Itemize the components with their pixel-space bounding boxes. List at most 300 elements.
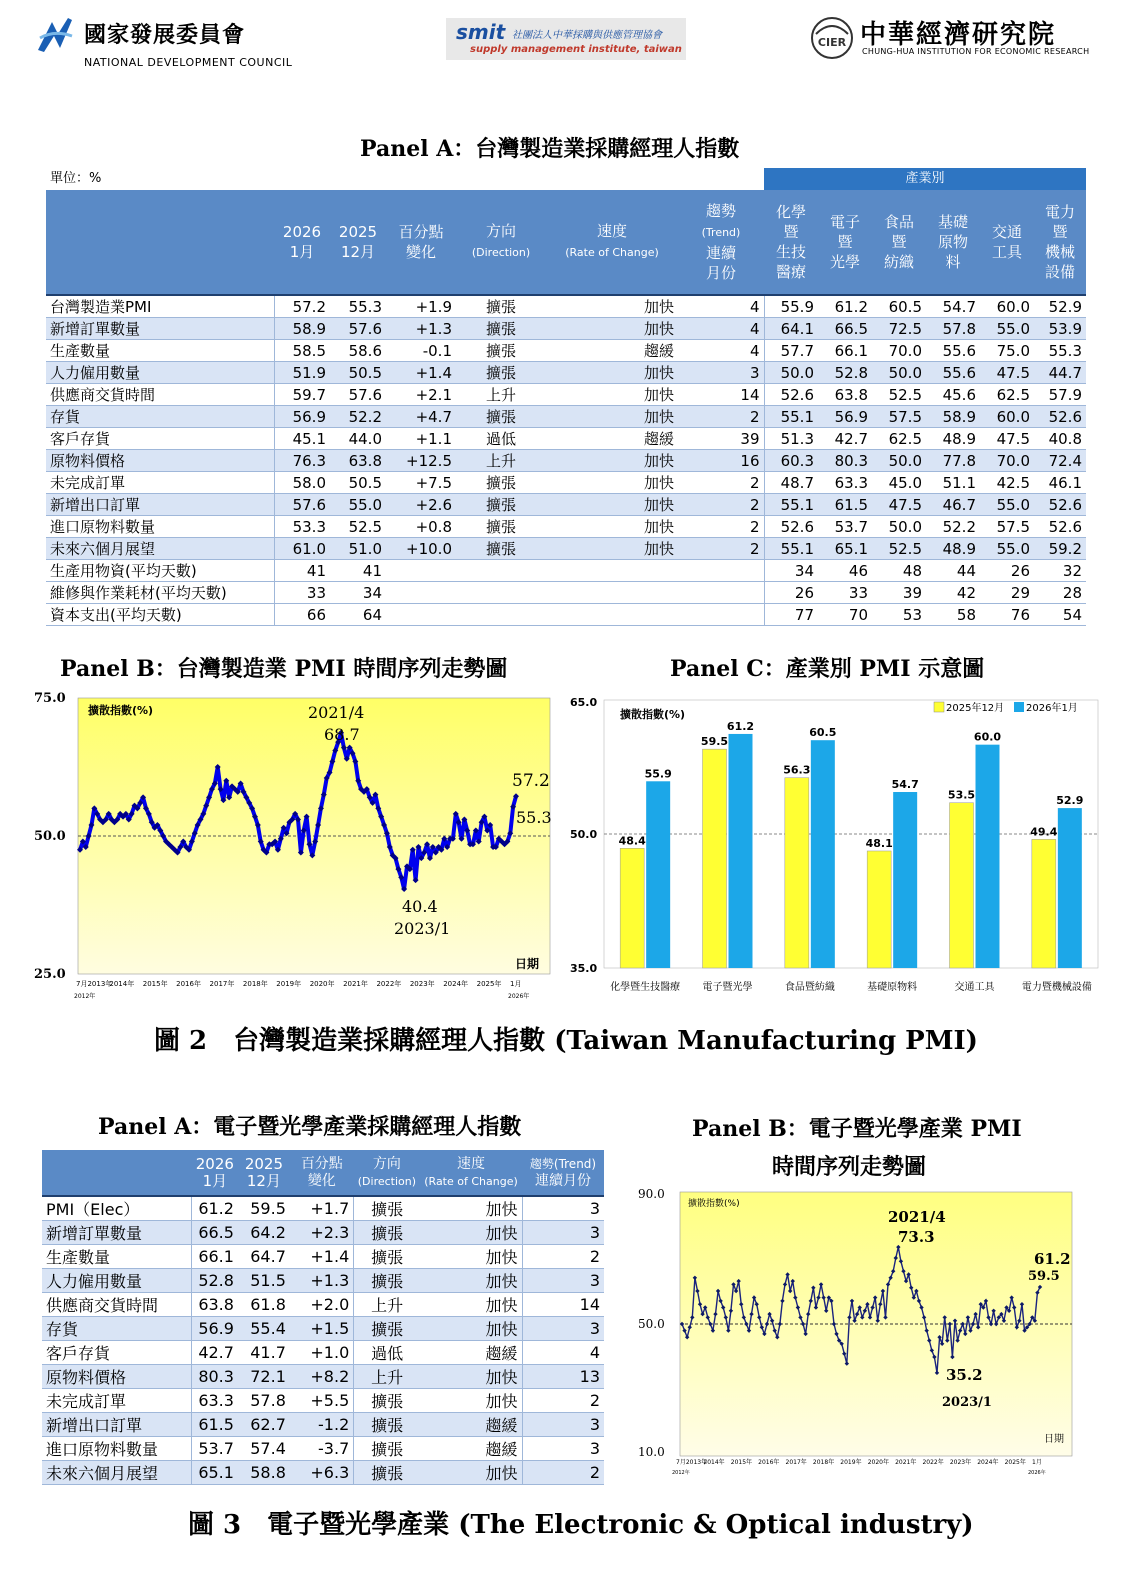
prev-value-label: 55.3 xyxy=(516,808,552,827)
bar-y-tick-65: 65.0 xyxy=(570,696,598,709)
category-label: 電力暨機械設備 xyxy=(1021,982,1092,993)
table-cell: 46 xyxy=(818,560,872,582)
table-cell: 41 xyxy=(330,560,386,582)
b2-peak-value: 73.3 xyxy=(898,1228,935,1246)
table-cell: 63.8 xyxy=(192,1293,238,1317)
table-cell: 新增出口訂單 xyxy=(42,1413,192,1437)
bar xyxy=(1032,839,1056,968)
table-cell: 進口原物料數量 xyxy=(46,516,274,538)
table-cell: 58.9 xyxy=(926,406,980,428)
table-cell: 52.5 xyxy=(330,516,386,538)
table-cell: 供應商交貨時間 xyxy=(42,1293,192,1317)
table-cell: +10.0 xyxy=(386,538,456,560)
table-cell: 51.5 xyxy=(238,1269,290,1293)
col-2026-jan: 2026 1月 xyxy=(274,190,330,295)
table-cell: 70.0 xyxy=(980,450,1034,472)
table-cell: 58.9 xyxy=(274,318,330,340)
table-cell: 擴張 xyxy=(456,295,546,318)
table-cell: 44 xyxy=(926,560,980,582)
table-cell: 擴張 xyxy=(354,1413,420,1437)
bar xyxy=(811,740,835,968)
table-cell: 57.2 xyxy=(274,295,330,318)
table-cell: 2 xyxy=(522,1461,604,1485)
b2-peak-date: 2021/4 xyxy=(888,1208,946,1226)
table-cell: 42.5 xyxy=(980,472,1034,494)
table-cell: 28 xyxy=(1034,582,1086,604)
table-cell: 擴張 xyxy=(456,472,546,494)
table-cell: 26 xyxy=(980,560,1034,582)
table-cell: 2 xyxy=(522,1245,604,1269)
t2-col-2025-dec: 2025 12月 xyxy=(238,1150,290,1196)
table-cell: 63.3 xyxy=(192,1389,238,1413)
table-cell: 台灣製造業PMI xyxy=(46,295,274,318)
table-cell: 3 xyxy=(522,1437,604,1461)
table-cell: 54.7 xyxy=(926,295,980,318)
table-cell: 42.7 xyxy=(818,428,872,450)
b2-x-axis-label: 日期 xyxy=(1044,1434,1064,1445)
table-cell: 61.5 xyxy=(818,494,872,516)
manufacturing-pmi-table xyxy=(46,168,1086,626)
b2-trough-date: 2023/1 xyxy=(942,1395,992,1410)
table-cell: 4 xyxy=(678,340,764,362)
b2-y-tick-90: 90.0 xyxy=(638,1187,665,1201)
legend-swatch-jan xyxy=(1014,702,1024,712)
table-cell: 46.7 xyxy=(926,494,980,516)
table-cell: 趨緩 xyxy=(420,1341,522,1365)
table-cell: +1.3 xyxy=(386,318,456,340)
table-row xyxy=(42,1461,604,1485)
table-cell: 52.2 xyxy=(330,406,386,428)
table-row xyxy=(42,1317,604,1341)
table-cell: 33 xyxy=(274,582,330,604)
b2-x-tick-label: 2021年 xyxy=(895,1459,917,1466)
table-cell: 52.8 xyxy=(192,1269,238,1293)
b2-y-tick-10: 10.0 xyxy=(638,1445,665,1459)
table-cell: 加快 xyxy=(546,295,678,318)
table-cell: 55.0 xyxy=(980,318,1034,340)
table-cell: 64 xyxy=(330,604,386,626)
bar xyxy=(893,792,917,968)
table-cell: 57.5 xyxy=(872,406,926,428)
table-cell: 55.0 xyxy=(330,494,386,516)
table-cell: 40.8 xyxy=(1034,428,1086,450)
table-cell: +5.5 xyxy=(290,1389,354,1413)
bar xyxy=(703,749,727,968)
b2-x-tick-label: 2015年 xyxy=(730,1459,753,1466)
table-cell: 人力僱用數量 xyxy=(42,1269,192,1293)
table-cell: 53.9 xyxy=(1034,318,1086,340)
table-cell: +1.3 xyxy=(290,1269,354,1293)
table-cell: 65.1 xyxy=(192,1461,238,1485)
category-label: 電子暨光學 xyxy=(702,982,753,993)
x-tick-label: 2020年 xyxy=(309,980,335,988)
trough-date-label: 2023/1 xyxy=(394,919,451,938)
col-chem-bio: 化學 暨 生技 醫療 xyxy=(764,190,818,295)
x-tick-label: 1月 xyxy=(510,980,522,988)
bar-y-tick-50: 50.0 xyxy=(570,828,598,841)
table-cell: 50.0 xyxy=(872,450,926,472)
table-cell: 存貨 xyxy=(46,406,274,428)
table-row xyxy=(42,1389,604,1413)
table-cell: 48.9 xyxy=(926,428,980,450)
table-cell: 58.8 xyxy=(238,1461,290,1485)
table-cell: +1.1 xyxy=(386,428,456,450)
table-cell: 57.7 xyxy=(764,340,818,362)
table-cell: 55.0 xyxy=(980,538,1034,560)
table-cell: -0.1 xyxy=(386,340,456,362)
bar-value-label: 53.5 xyxy=(947,788,976,802)
table-cell: 趨緩 xyxy=(546,340,678,362)
table-cell: 趨緩 xyxy=(420,1437,522,1461)
table-cell: 擴張 xyxy=(456,340,546,362)
table-cell: 存貨 xyxy=(42,1317,192,1341)
t2-col-rate: 速度 (Rate of Change) xyxy=(420,1150,522,1196)
b2-last-value: 61.2 xyxy=(1034,1250,1071,1268)
table-cell: +2.6 xyxy=(386,494,456,516)
panel-c-title: Panel C：產業別 PMI 示意圖 xyxy=(670,656,985,682)
col-transport: 交通 工具 xyxy=(980,190,1034,295)
legend-dec: 2025年12月 xyxy=(946,703,1005,714)
table-cell: 擴張 xyxy=(354,1221,420,1245)
x-tick-label: 7月2013年 xyxy=(76,980,113,988)
table-cell: 47.5 xyxy=(980,362,1034,384)
category-label: 食品暨紡織 xyxy=(784,982,835,993)
table-cell: 51.9 xyxy=(274,362,330,384)
bar xyxy=(785,778,809,968)
table-cell: +2.0 xyxy=(290,1293,354,1317)
table-cell: 52.6 xyxy=(1034,516,1086,538)
table-cell: 擴張 xyxy=(456,318,546,340)
table-cell: 4 xyxy=(678,318,764,340)
row-header-blank xyxy=(46,190,274,295)
table-cell: 上升 xyxy=(456,384,546,406)
table-cell: 3 xyxy=(678,362,764,384)
b2-x-tick-label: 1月 xyxy=(1032,1459,1042,1466)
table-cell: 2 xyxy=(678,516,764,538)
table-row xyxy=(42,1221,604,1245)
table-cell: +7.5 xyxy=(386,472,456,494)
table-cell: 加快 xyxy=(546,384,678,406)
table-cell: 48.9 xyxy=(926,538,980,560)
table-cell: 33 xyxy=(818,582,872,604)
table-cell: 55.6 xyxy=(926,362,980,384)
table-cell: 52.5 xyxy=(872,538,926,560)
pmi-timeseries-chart xyxy=(30,686,554,1004)
table-row xyxy=(46,516,1086,538)
table-row xyxy=(42,1413,604,1437)
table-cell: 57.4 xyxy=(238,1437,290,1461)
table-cell: 55.9 xyxy=(764,295,818,318)
table-cell: 人力僱用數量 xyxy=(46,362,274,384)
electronics-timeseries-chart xyxy=(636,1184,1082,1484)
table-cell: 2 xyxy=(678,472,764,494)
table-cell: 53.7 xyxy=(192,1437,238,1461)
table-cell: 加快 xyxy=(546,472,678,494)
table-cell: 60.3 xyxy=(764,450,818,472)
table-cell: -3.7 xyxy=(290,1437,354,1461)
table-cell: 57.6 xyxy=(330,318,386,340)
table-row xyxy=(42,1365,604,1389)
table-cell: 原物料價格 xyxy=(42,1365,192,1389)
table-cell: 維修與作業耗材(平均天數) xyxy=(46,582,274,604)
peak-value-label: 68.7 xyxy=(324,725,360,744)
table-cell: 66.1 xyxy=(818,340,872,362)
table-cell: 55.1 xyxy=(764,494,818,516)
table-cell: 加快 xyxy=(546,516,678,538)
table-cell: 加快 xyxy=(420,1245,522,1269)
table-cell: 3 xyxy=(522,1269,604,1293)
table-cell: 26 xyxy=(764,582,818,604)
table-cell: 擴張 xyxy=(354,1437,420,1461)
table-cell: 52.6 xyxy=(1034,406,1086,428)
table-cell: 生產數量 xyxy=(46,340,274,362)
table-cell: 50.5 xyxy=(330,362,386,384)
cier-english-name: CHUNG-HUA INSTITUTION FOR ECONOMIC RESEARCH xyxy=(862,47,1090,56)
x-tick-label: 2017年 xyxy=(209,980,235,988)
table-cell: 55.0 xyxy=(980,494,1034,516)
table-cell: 66.5 xyxy=(192,1221,238,1245)
legend-swatch-dec xyxy=(934,702,944,712)
table-cell: 60.0 xyxy=(980,406,1034,428)
bar-y-tick-35: 35.0 xyxy=(570,962,598,975)
table-cell: 趨緩 xyxy=(546,428,678,450)
table-cell: 4 xyxy=(678,295,764,318)
table-cell: -1.2 xyxy=(290,1413,354,1437)
table-cell: 2 xyxy=(678,538,764,560)
table-cell: 58.6 xyxy=(330,340,386,362)
table-cell: 47.5 xyxy=(872,494,926,516)
t2-col-pct-change: 百分點 變化 xyxy=(290,1150,354,1196)
table-cell: 53.3 xyxy=(274,516,330,538)
ndc-logo xyxy=(34,14,76,56)
b2-x-tick-label: 2022年 xyxy=(922,1459,944,1466)
table-cell: 53 xyxy=(872,604,926,626)
table-cell: 44.7 xyxy=(1034,362,1086,384)
table-cell: 80.3 xyxy=(818,450,872,472)
table-cell: 51.1 xyxy=(926,472,980,494)
last-value-label: 57.2 xyxy=(512,771,550,791)
table-cell: 77 xyxy=(764,604,818,626)
bar-value-label: 60.0 xyxy=(973,730,1002,744)
table-cell: 70 xyxy=(818,604,872,626)
col-basic-materials: 基礎 原物 料 xyxy=(926,190,980,295)
table-cell: 加快 xyxy=(420,1293,522,1317)
table-cell: 加快 xyxy=(546,494,678,516)
table-cell: 60.0 xyxy=(980,295,1034,318)
table-cell: 56.9 xyxy=(274,406,330,428)
table-cell: 加快 xyxy=(546,450,678,472)
table-cell: 45.6 xyxy=(926,384,980,406)
table-cell: 64.2 xyxy=(238,1221,290,1245)
table-cell: 58 xyxy=(926,604,980,626)
table-cell: 41 xyxy=(274,560,330,582)
y-tick-25: 25.0 xyxy=(34,967,66,982)
table-row xyxy=(42,1269,604,1293)
table-cell: 客戶存貨 xyxy=(42,1341,192,1365)
table-cell: 未完成訂單 xyxy=(42,1389,192,1413)
bar-value-label: 54.7 xyxy=(891,778,919,792)
table-cell: 66.5 xyxy=(818,318,872,340)
table-cell: 擴張 xyxy=(354,1317,420,1341)
table-cell: 57.5 xyxy=(980,516,1034,538)
bar-value-label: 56.3 xyxy=(783,763,811,777)
table-cell: 50.0 xyxy=(872,516,926,538)
table-cell: 55.4 xyxy=(238,1317,290,1341)
table-cell: 48.7 xyxy=(764,472,818,494)
table-cell: 56.9 xyxy=(192,1317,238,1341)
bar xyxy=(729,734,753,968)
table-row-days xyxy=(46,582,1086,604)
table-row xyxy=(46,318,1086,340)
table-cell: 55.1 xyxy=(764,538,818,560)
table-cell: 51.3 xyxy=(764,428,818,450)
table-cell: 58.5 xyxy=(274,340,330,362)
table-cell: 55.3 xyxy=(330,295,386,318)
ndc-english-name: NATIONAL DEVELOPMENT COUNCIL xyxy=(84,56,293,69)
table-cell: 52.6 xyxy=(1034,494,1086,516)
unit-label: 單位：% xyxy=(46,168,764,190)
t2-col-2026-jan: 2026 1月 xyxy=(192,1150,238,1196)
table-cell: 擴張 xyxy=(354,1245,420,1269)
table-cell: 生產用物資(平均天數) xyxy=(46,560,274,582)
x-sub-left: 2012年 xyxy=(74,993,96,1000)
table-cell: 72.5 xyxy=(872,318,926,340)
table-row xyxy=(46,538,1086,560)
table-cell: 76.3 xyxy=(274,450,330,472)
table-row xyxy=(46,384,1086,406)
table-cell: 72.1 xyxy=(238,1365,290,1389)
cier-name: 中華經濟研究院 xyxy=(860,20,1057,50)
table-cell: 上升 xyxy=(354,1365,420,1389)
bar xyxy=(1058,808,1082,968)
table-cell: 上升 xyxy=(354,1293,420,1317)
table-cell: 56.9 xyxy=(818,406,872,428)
table-row xyxy=(46,340,1086,362)
bar-value-label: 60.5 xyxy=(809,726,837,740)
col-electronics: 電子 暨 光學 xyxy=(818,190,872,295)
table-cell: 擴張 xyxy=(354,1389,420,1413)
col-trend: 趨勢 (Trend) 連續 月份 xyxy=(678,190,764,295)
table-cell: 29 xyxy=(980,582,1034,604)
table-cell: 80.3 xyxy=(192,1365,238,1389)
t2-col-trend: 趨勢(Trend) 連續月份 xyxy=(522,1150,604,1196)
table-cell: +6.3 xyxy=(290,1461,354,1485)
table-cell: 62.5 xyxy=(872,428,926,450)
table-cell: 加快 xyxy=(546,318,678,340)
table-cell: 57.8 xyxy=(238,1389,290,1413)
table-row xyxy=(46,362,1086,384)
category-label: 化學暨生技醫療 xyxy=(610,982,681,993)
table-cell: 客戶存貨 xyxy=(46,428,274,450)
bar-y-axis-label: 擴散指數(%) xyxy=(620,708,686,721)
table-cell: 61.2 xyxy=(818,295,872,318)
table-cell: +2.1 xyxy=(386,384,456,406)
bar-value-label: 59.5 xyxy=(700,735,729,749)
table-cell: 65.1 xyxy=(818,538,872,560)
industry-pmi-bar-chart xyxy=(568,692,1102,998)
table-cell: 46.1 xyxy=(1034,472,1086,494)
table-cell: +8.2 xyxy=(290,1365,354,1389)
bar xyxy=(950,803,974,968)
table-cell: 76 xyxy=(980,604,1034,626)
b2-prev-value: 59.5 xyxy=(1028,1269,1060,1284)
y-axis-label: 擴散指數(%) xyxy=(88,704,154,717)
table-cell: +1.9 xyxy=(386,295,456,318)
table-cell: 45.1 xyxy=(274,428,330,450)
b2-x-tick-label: 2018年 xyxy=(812,1459,835,1466)
smit-logo: smit xyxy=(456,20,506,44)
col-2025-dec: 2025 12月 xyxy=(330,190,386,295)
table-cell: 加快 xyxy=(420,1317,522,1341)
bar xyxy=(867,851,891,968)
col-rate: 速度 (Rate of Change) xyxy=(546,190,678,295)
table-cell: 新增訂單數量 xyxy=(46,318,274,340)
table-row xyxy=(46,472,1086,494)
t2-row-header-blank xyxy=(42,1150,192,1196)
b2-x-tick-label: 7月2013年 xyxy=(676,1459,708,1466)
table-cell: 61.5 xyxy=(192,1413,238,1437)
table-cell: 加快 xyxy=(546,538,678,560)
table-row-days xyxy=(46,560,1086,582)
b2-x-tick-label: 2016年 xyxy=(758,1459,780,1466)
col-pct-change: 百分點 變化 xyxy=(386,190,456,295)
smit-english-name: supply management institute, taiwan xyxy=(470,44,682,55)
x-tick-label: 2014年 xyxy=(109,980,135,988)
figure-2-caption: 圖 2 台灣製造業採購經理人指數 (Taiwan Manufacturing PMI) xyxy=(154,1026,978,1056)
table-cell: 14 xyxy=(522,1293,604,1317)
table-cell: 59.5 xyxy=(238,1196,290,1221)
panel-a-title: Panel A：台灣製造業採購經理人指數 xyxy=(360,136,740,162)
table-cell: 57.8 xyxy=(926,318,980,340)
b2-y-axis-label: 擴散指數(%) xyxy=(688,1199,740,1209)
table-cell: 擴張 xyxy=(456,406,546,428)
table-cell: 資本支出(平均天數) xyxy=(46,604,274,626)
table-cell: 2 xyxy=(522,1389,604,1413)
ndc-name: 國家發展委員會 xyxy=(84,23,246,48)
table-cell: 55.3 xyxy=(1034,340,1086,362)
table-cell: 加快 xyxy=(420,1221,522,1245)
table-cell: 42.7 xyxy=(192,1341,238,1365)
table-cell: +1.0 xyxy=(290,1341,354,1365)
table-cell: 45.0 xyxy=(872,472,926,494)
table-cell: 擴張 xyxy=(456,362,546,384)
x-tick-label: 2022年 xyxy=(376,980,402,988)
table-cell: 34 xyxy=(764,560,818,582)
table-cell: 61.0 xyxy=(274,538,330,560)
smit-chinese-name: 社團法人中華採購與供應管理協會 xyxy=(512,30,662,41)
x-tick-label: 2016年 xyxy=(176,980,201,988)
table-cell: 59.7 xyxy=(274,384,330,406)
table-cell: 47.5 xyxy=(980,428,1034,450)
table-row xyxy=(46,406,1086,428)
table-cell: 加快 xyxy=(420,1269,522,1293)
table-cell: 過低 xyxy=(456,428,546,450)
bar-value-label: 52.9 xyxy=(1056,794,1084,808)
table-cell-empty xyxy=(386,560,764,582)
table-cell: 13 xyxy=(522,1365,604,1389)
table-cell: 加快 xyxy=(420,1365,522,1389)
electronics-pmi-table xyxy=(42,1150,604,1485)
table-cell: 53.7 xyxy=(818,516,872,538)
table-cell: 52.5 xyxy=(872,384,926,406)
bar-value-label: 48.4 xyxy=(618,834,646,848)
industry-header: 產業別 xyxy=(764,168,1086,190)
y-tick-50: 50.0 xyxy=(34,829,66,844)
panel-b2-title-line2: 時間序列走勢圖 xyxy=(772,1154,927,1180)
bar-value-label: 49.4 xyxy=(1030,825,1058,839)
table-cell: 63.8 xyxy=(330,450,386,472)
table-cell: 62.7 xyxy=(238,1413,290,1437)
